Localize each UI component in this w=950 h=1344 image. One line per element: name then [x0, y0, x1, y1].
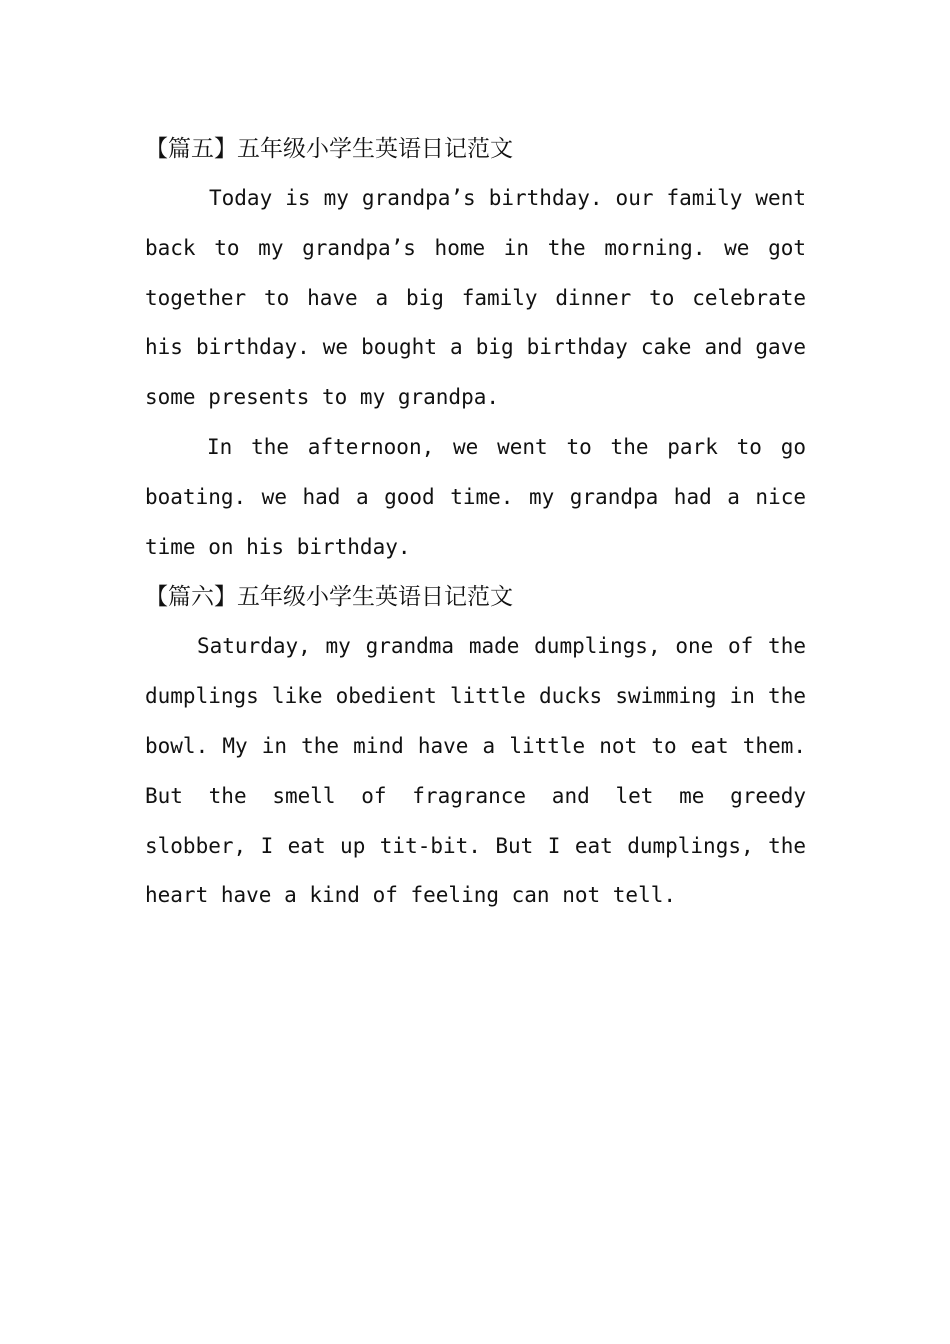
document-body — [145, 124, 806, 921]
section-six-paragraph-1: Saturday, my grandma made dumplings, one of the dumplings like obedient little ducks swimming in the bowl. My in the mind have a little not to eat them. But the smell of fragrance and let me greedy slobber, I eat up tit-bit. But I eat dumplings, the heart have a kind of feeling can not tell. — [145, 634, 806, 908]
section-five-paragraph-1: Today is my grandpa’s birthday. our family went back to my grandpa’s home in the morning. we got together to have a big family dinner to celebrate his birthday. we bought a big birthday cake and gave some presents to my grandpa. — [145, 186, 806, 410]
section-six-heading: 【篇六】五年级小学生英语日记范文 — [145, 584, 513, 611]
section-five-paragraph-2: In the afternoon, we went to the park to go boating. we had a good time. my grandpa had a nice time on his birthday. — [145, 434, 806, 559]
section-five-heading: 【篇五】五年级小学生英语日记范文 — [145, 136, 513, 162]
